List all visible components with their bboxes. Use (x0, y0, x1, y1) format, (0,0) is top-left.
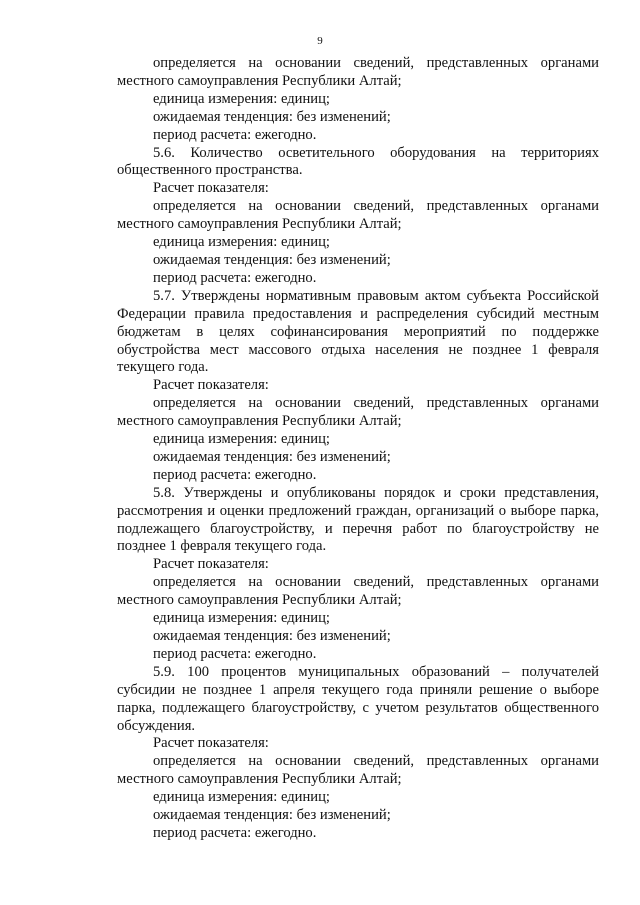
paragraph: определяется на основании сведений, представленных органами местного самоуправления Республики Алтай; (117, 198, 599, 233)
section-heading-5-7: 5.7. Утверждены нормативным правовым актом субъекта Российской Федерации правила предоставления и распределения субсидий местным бюджетам в целях софинансирования мероприятий по поддержке обустройства мест массового отдыха населения не позднее 1 февраля текущего года. (117, 287, 599, 376)
paragraph: ожидаемая тенденция: без изменений; (153, 251, 391, 268)
paragraph: период расчета: ежегодно. (153, 824, 317, 841)
section-heading-5-9: 5.9. 100 процентов муниципальных образований – получателей субсидии не позднее 1 апреля текущего года приняли решение о выборе парка, подлежащего благоустройству, с учетом результатов общественного обсуждения. (117, 663, 599, 734)
paragraph: ожидаемая тенденция: без изменений; (153, 628, 391, 644)
paragraph: единица измерения: единиц; (153, 90, 330, 107)
paragraph: определяется на основании сведений, представленных органами местного самоуправления Республики Алтай; (117, 753, 599, 788)
paragraph: единица измерения: единиц; (153, 234, 330, 251)
paragraph: период расчета: ежегодно. (153, 269, 317, 286)
paragraph: определяется на основании сведений, представленных органами местного самоуправления Республики Алтай; (117, 395, 599, 430)
paragraph: определяется на основании сведений, представленных органами местного самоуправления Республики Алтай; (117, 55, 599, 89)
paragraph: ожидаемая тенденция: без изменений; (153, 108, 391, 125)
paragraph: Расчет показателя: (153, 556, 269, 573)
paragraph: единица измерения: единиц; (153, 789, 330, 806)
paragraph: определяется на основании сведений, представленных органами местного самоуправления Республики Алтай; (117, 574, 599, 609)
paragraph: период расчета: ежегодно. (153, 645, 317, 662)
paragraph: ожидаемая тенденция: без изменений; (153, 448, 391, 465)
paragraph: период расчета: ежегодно. (153, 466, 317, 483)
paragraph: единица измерения: единиц; (153, 610, 330, 627)
paragraph: ожидаемая тенденция: без изменений; (153, 807, 391, 824)
paragraph: период расчета: ежегодно. (153, 126, 317, 143)
section-heading-5-8: 5.8. Утверждены и опубликованы порядок и сроки представления, рассмотрения и оценки предложений граждан, организаций о выборе парка, подлежащего благоустройству, и перечня работ по благоустройству не позднее 1 февраля текущего года. (117, 484, 599, 555)
section-heading-5-6: 5.6. Количество осветительного оборудования на территориях общественного пространства. (117, 144, 599, 179)
paragraph: Расчет показателя: (153, 377, 269, 394)
document-body (117, 55, 599, 843)
page-number: 9 (317, 35, 323, 47)
paragraph: единица измерения: единиц; (153, 431, 330, 448)
paragraph: Расчет показателя: (153, 180, 269, 197)
paragraph: Расчет показателя: (153, 735, 269, 752)
